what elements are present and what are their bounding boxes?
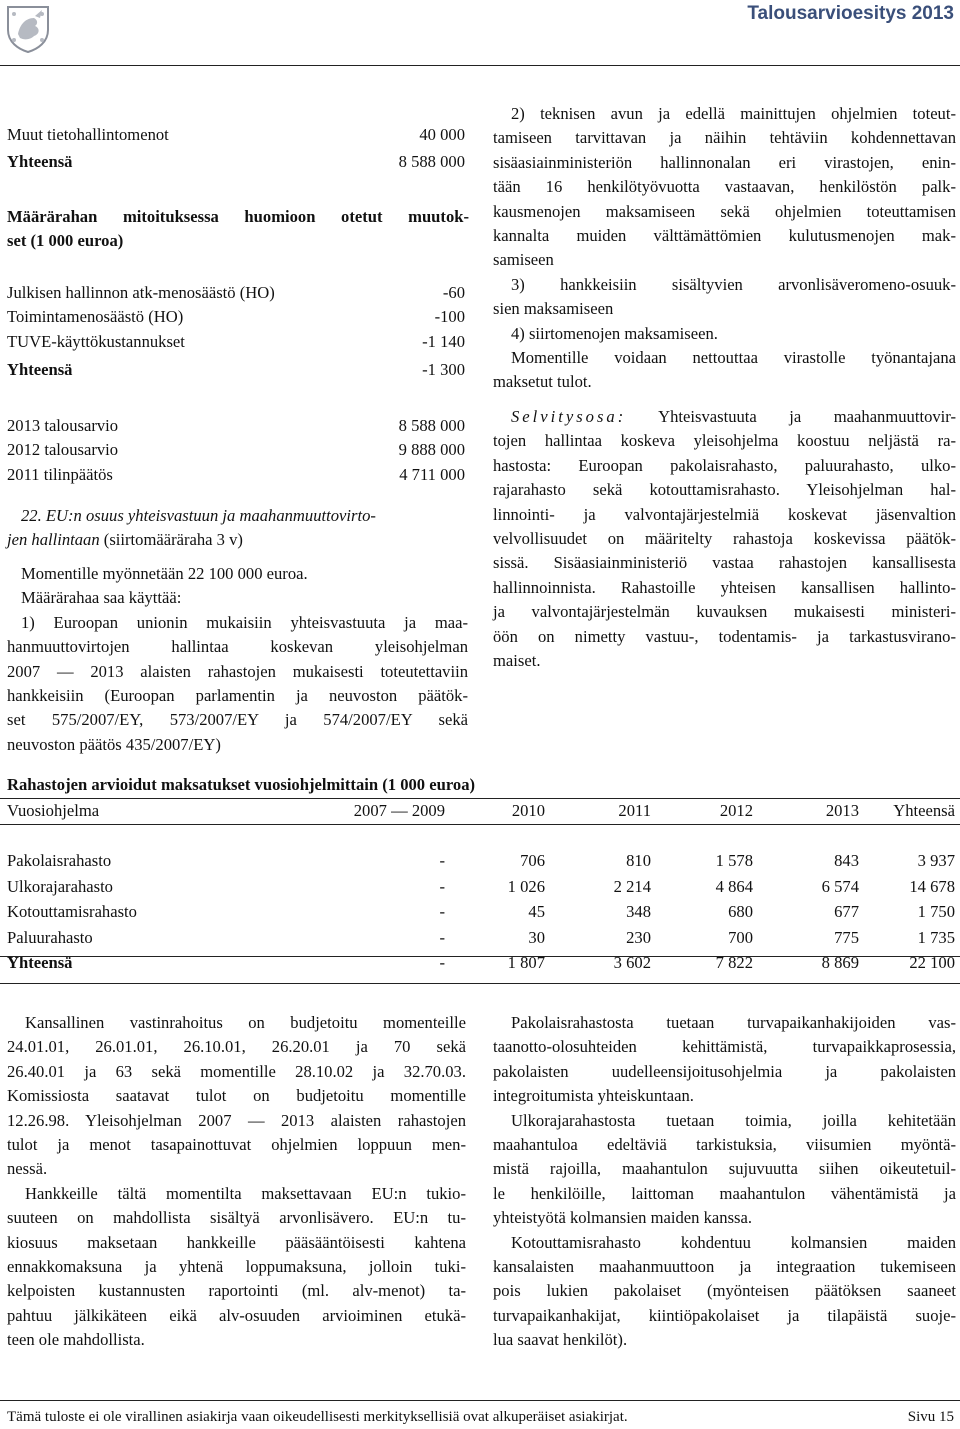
list-item-total: Yhteensä -1 300 [7,360,465,380]
table-row: Pakolaisrahasto - 706 810 1 578 843 3 937 [7,851,955,870]
selvitysosa-label: Selvitysosa: [511,407,627,426]
section-22-title: 22. EU:n osuus yhteisvastuun ja maahanmuuttovirto- jen hallintaan (siirtomääräraha 3 v) [7,506,376,550]
page-footer [7,1408,954,1426]
header-rule [0,65,960,66]
table-header-row: Vuosiohjelma 2007 — 2009 2010 2011 2012 2013 Yhteensä [7,801,955,820]
item-value: 40 000 [419,125,465,144]
funding-paragraph: Kansallinen vastinrahoitus on budjetoitu momenteille 24.01.01, 26.01.01, 26.10.01, 26.20.01 ja 70 sekä 26.40.01 ja 63 sekä momentille 28.10.02 ja 32.70.03. Komissiosta saatavat tulot on budjetoitu momentille 12.26.98. Yleisohjelman 2007 — 2013 alaisten rahastojen tulot ja menot tasapainottuvat ohjelmien loppuun men- nessä. Hankkeille tältä momentilta maksettavaan EU:n tukio- suuteen on mahdollista sisältyä arvonlisävero. EU:n tu- kiosuus maksetaan hankkeille pääsääntöisesti kahtena ennakkomaksuna ja yhtenä loppumaksuna, jolloin tuki- kelpoisten kustannusten raportointi (ml. alv-menot) ta- pahtuu jälkikäteen eikä alv-osuuden arvioiminen etukä- teen ole mahdollista. [7,1013,466,1350]
list-item [7,123,465,147]
list-item: 2013 talousarvio 8 588 000 [7,416,465,435]
footer-rule [0,1400,960,1401]
changes-heading: Määrärahan mitoituksessa huomioon otetut muutok- set (1 000 euroa) [7,207,469,251]
list-item: 2011 tilinpäätös 4 711 000 [7,464,465,484]
section-22-body: Momentille myönnetään 22 100 000 euroa. Määrärahaa saa käyttää: 1) Euroopan unionin mukaisiin yhteisvastuuta ja maa- hanmuuttovirtojen hallintaa koskevan yleisohjelman 2007 — 2013 alaisten rahastojen mukaisesti toteutettaviin hankkeisiin (Euroopan parlamentin ja neuvoston päätök- set 575/2007/EY, 573/2007/EY ja 574/2007/EY sekä neuvoston päätös 435/2007/EY) [7,564,468,754]
funds-description: Pakolaisrahastosta tuetaan turvapaikanhakijoiden vas- taanotto-olosuhteiden kehittämistä, turvapaikkaprosessia, pakolaisten uudelleensijoitusohjelmia ja pakolaisten integroitumista yhteiskuntaan. Ulkorajarahastosta tuetaan toimia, joilla kehitetään maahantuloa edeltäviä tarkistuksia, viisumien myöntä- mistä rajoilla, maahantulon sujuvuutta siihen oikeutetuil- le henkilöille, laittoman maahantulon vähentämistä ja yhteistyötä kolmansien maiden kanssa. Kotouttamisrahasto kohdentuu kolmansien maiden kansalaisten maahanmuuttoon ja integraation tukemiseen pois lukien pakolaiset (myönteisen päätöksen saaneet turvapaikanhakijat, kiintiöpakolaiset ja tilapäistä suoje- lua saavat henkilöt). [493,1013,956,1350]
footer-disclaimer: Tämä tuloste ei ole virallinen asiakirja vaan oikeudellisesti merkityksellisiä ovat alkuperäiset asiakirjat. [7,1409,628,1425]
list-item-total [7,150,465,174]
table-header-rule [0,824,960,825]
table-row: Kotouttamisrahasto - 45 348 680 677 1 750 [7,902,955,921]
list-item: TUVE-käyttökustannukset -1 140 [7,331,465,351]
item-value: 8 588 000 [398,152,465,172]
changes-list [7,281,465,383]
item-label: Yhteensä [7,152,73,172]
top-list [7,123,465,175]
coat-of-arms-icon [4,4,52,54]
table-total-row: Yhteensä - 1 807 3 602 7 822 8 869 22 100 [7,953,955,972]
table-total-rule [0,956,960,957]
table-row: Ulkorajarahasto - 1 026 2 214 4 864 6 574 14 678 [7,876,955,896]
selvitysosa-paragraph: Selvitysosa: Yhteisvastuuta ja maahanmuuttovir- tojen hallintaa koskeva yleisohjelma koostuu neljästä ra- hastosta: Euroopan pakolaisrahasto, paluurahasto, ulko- rajarahasto sekä kotouttamisrahasto. Yleisohjelman hal- linnointi- ja valvontajärjestelmiä koskevat jäsenvaltion velvollisuudet on määritelty rahastoja koskevissa päätök- sissä. Sisäasiainministeriö vastaa rahastojen kansallisesta hallinnoinnista. Rahastoille yhteisen kansallisen hallinto- ja valvontajärjestelmän kuvauksen mukaisesti ministeri- öön on nimetty vastuu-, todentamis- ja tarkastusvirano- maiset. [493,407,956,671]
page-header-title: Talousarvioesitys 2013 [747,3,954,24]
list-item: Toimintamenosäästö (HO) -100 [7,307,465,327]
item-label: Muut tietohallintomenot [7,125,169,144]
page-number: Sivu 15 [907,1409,954,1425]
list-item: Julkisen hallinnon atk-menosäästö (HO) -60 [7,283,465,302]
table-bottom-rule [0,983,960,984]
usage-list-continued: 2) teknisen avun ja edellä mainittujen ohjelmien toteut- tamiseen tarvittavan ja näihin tehtäviin kohdennettavan sisäasiainministeriön hallinnonalan eri virastojen, enin- tään 16 henkilötyövuotta vastaavan, henkilöstön palk- kausmenojen maksamiseen sekä ohjelmien toteuttamisen kannalta muiden välttämättömien kulutusmenojen mak- samiseen 3) hankkeisiin sisältyvien arvonlisäveromeno-osuuk- sien maksamiseen 4) siirtomenojen maksamiseen. Momentille voidaan nettouttaa virastolle työnantajana maksetut tulot. [493,104,956,392]
list-item: 2012 talousarvio 9 888 000 [7,440,465,460]
budget-years [7,414,465,487]
table-title: Rahastojen arvioidut maksatukset vuosiohjelmittain (1 000 euroa) [7,775,476,794]
table-row: Paluurahasto - 30 230 700 775 1 735 [7,927,955,947]
